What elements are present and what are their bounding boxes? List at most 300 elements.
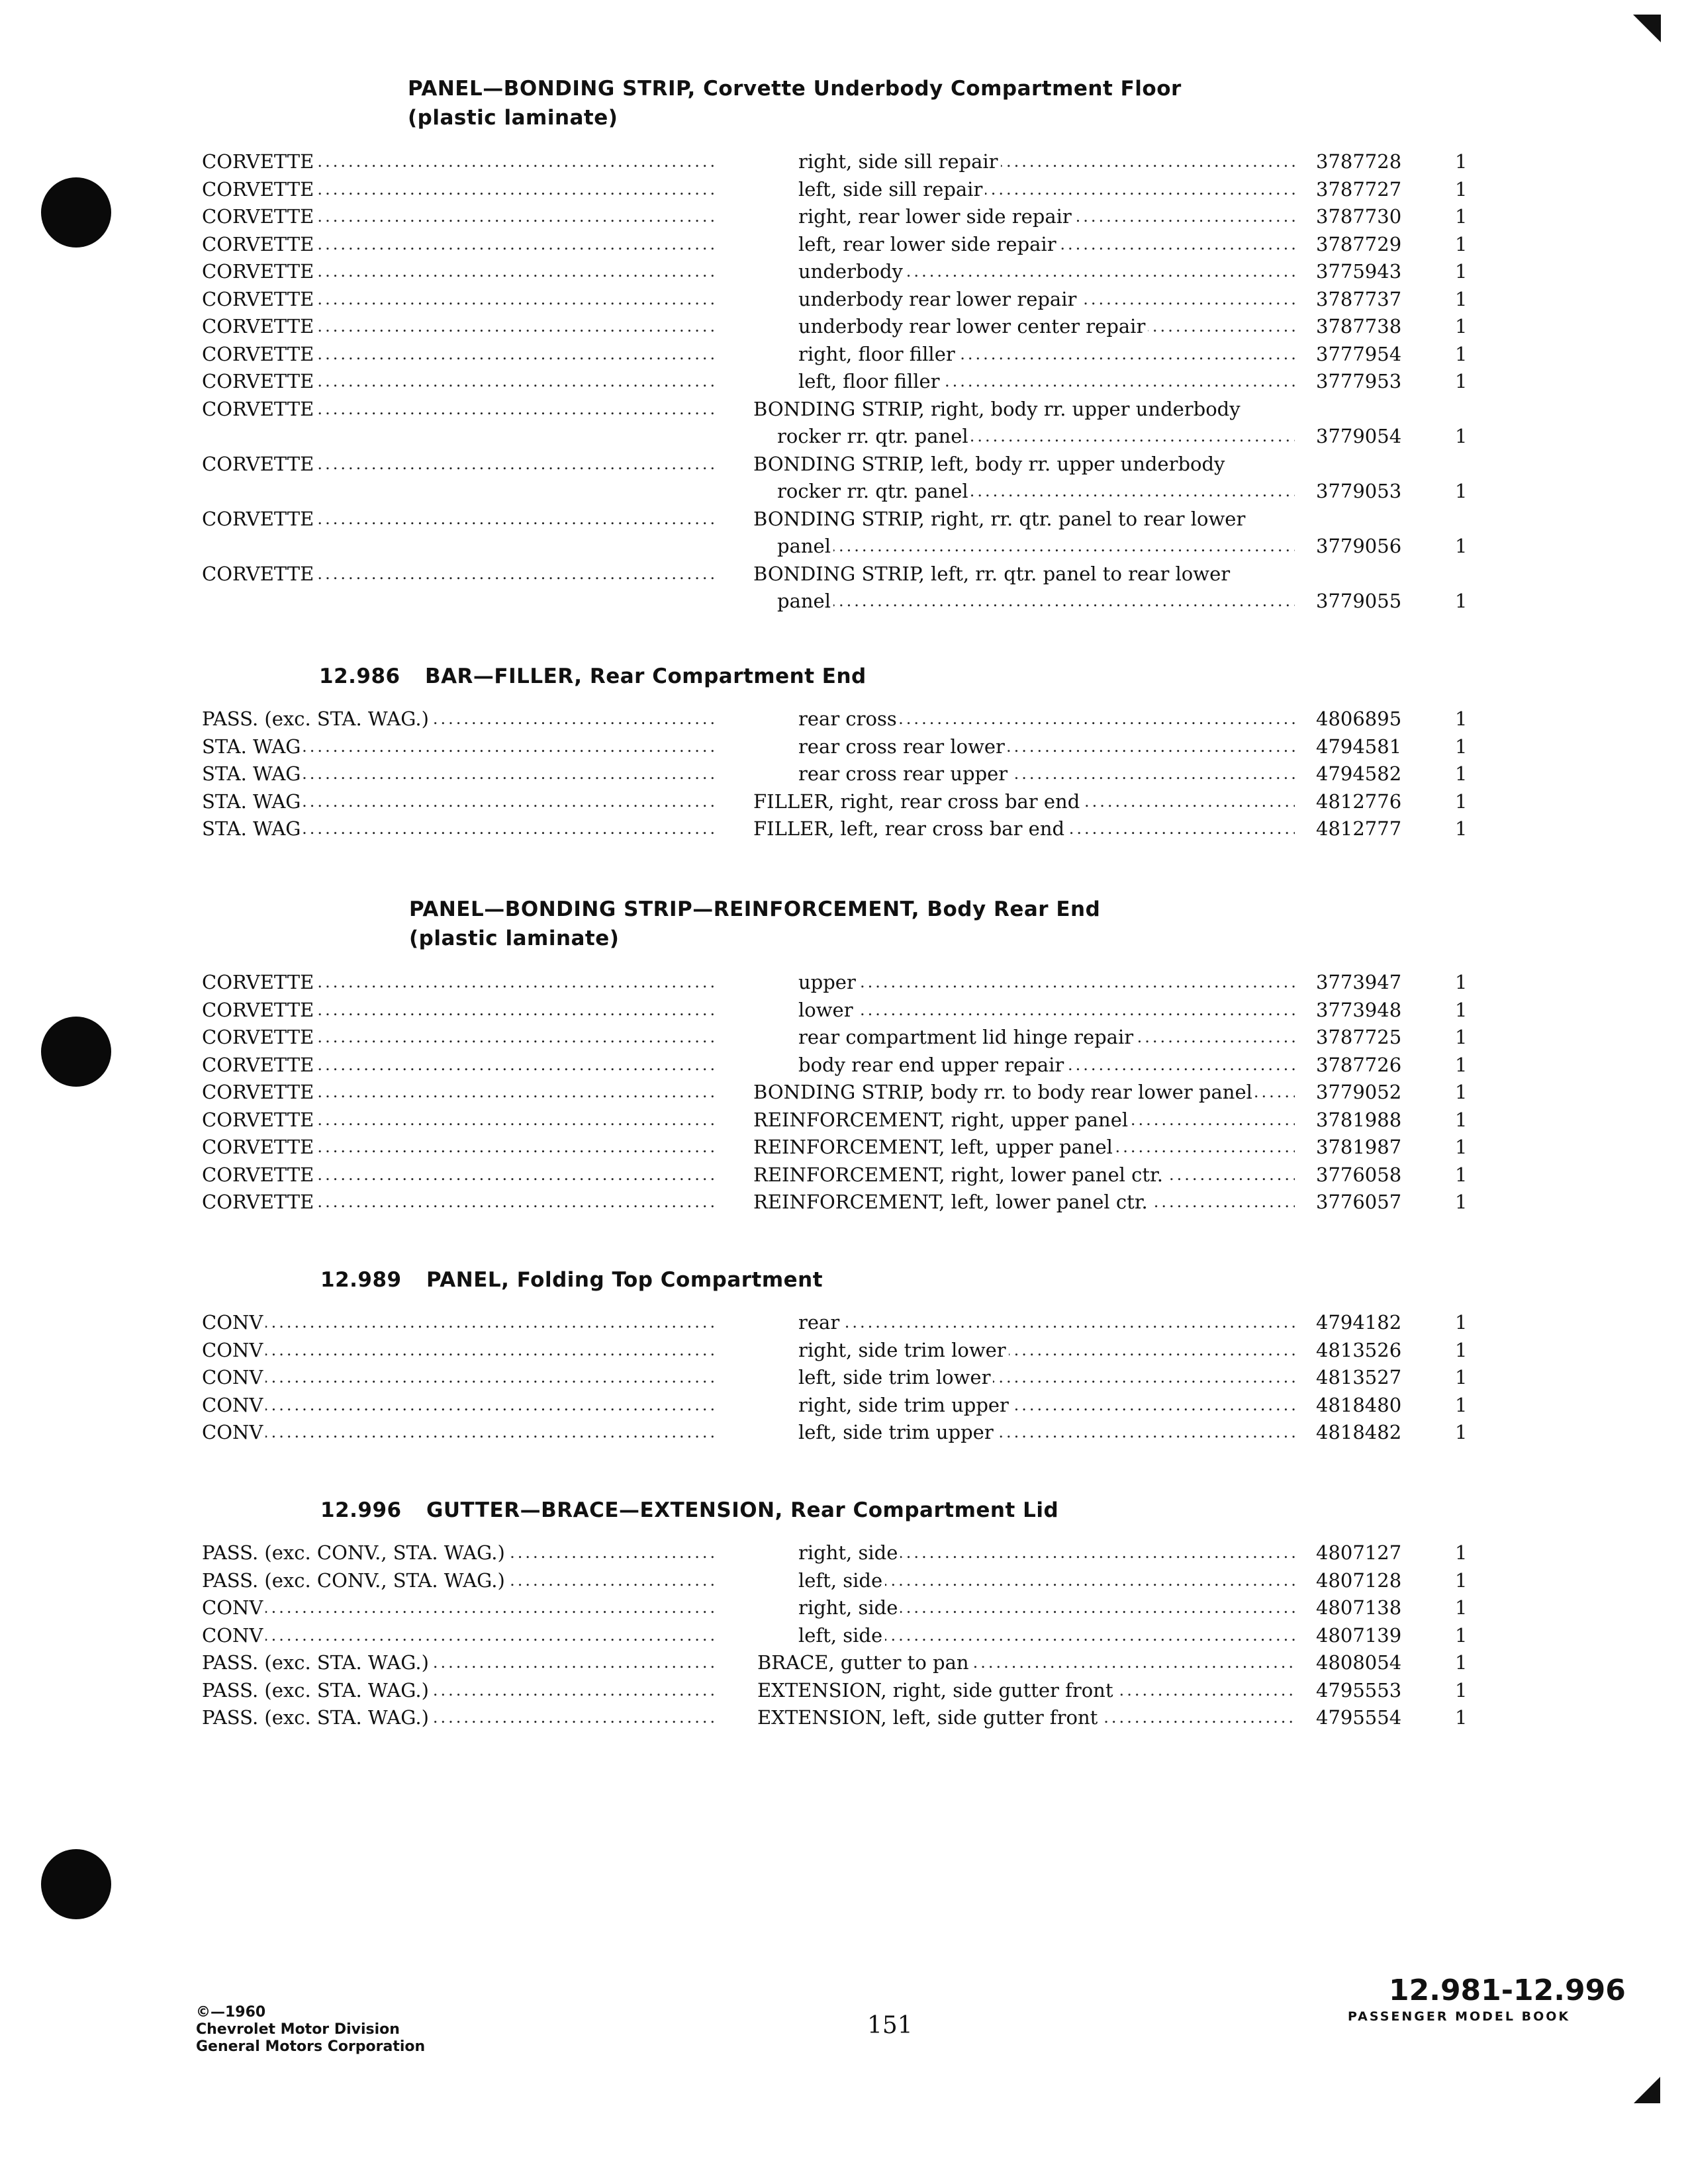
section-heading xyxy=(319,662,867,691)
quantity: 1 xyxy=(1455,205,1468,228)
model-cell xyxy=(202,1704,718,1731)
table-row xyxy=(0,1052,1688,1079)
part-number: 3779053 xyxy=(1316,479,1402,502)
table-row xyxy=(0,1364,1688,1392)
part-number: 3787727 xyxy=(1316,177,1402,201)
model-cell xyxy=(202,1622,718,1649)
table-row xyxy=(0,1622,1688,1650)
quantity: 1 xyxy=(1455,817,1468,840)
part-number: 4813527 xyxy=(1316,1366,1402,1388)
model-text: CORVETTE xyxy=(202,343,316,365)
heading-rest: Rear Compartment Lid xyxy=(790,1498,1059,1522)
table-row xyxy=(0,815,1688,843)
table-row xyxy=(0,1189,1688,1216)
model-text: CORVETTE xyxy=(202,205,316,228)
description-text: right, side xyxy=(798,1596,900,1619)
description-text: rear xyxy=(798,1311,842,1334)
part-number: 3779052 xyxy=(1316,1081,1402,1103)
quantity: 1 xyxy=(1455,735,1468,758)
table-row xyxy=(0,176,1688,204)
table-row xyxy=(0,1567,1688,1595)
part-number: 4807139 xyxy=(1316,1623,1402,1647)
description-text: right, side trim upper xyxy=(798,1394,1011,1416)
model-cell xyxy=(202,1052,718,1079)
description-text: right, floor filler xyxy=(798,343,958,365)
description-text: right, side sill repair xyxy=(798,150,1001,173)
description-cell xyxy=(798,313,1295,340)
model-cell xyxy=(202,1024,718,1051)
quantity: 1 xyxy=(1455,1623,1468,1647)
description-text: left, side sill repair xyxy=(798,178,985,201)
table-row xyxy=(0,1704,1688,1732)
heading-bold: PANEL—BONDING STRIP—REINFORCEMENT, xyxy=(409,897,920,921)
part-number: 3773948 xyxy=(1316,998,1402,1021)
quantity: 1 xyxy=(1455,287,1468,310)
description-cell xyxy=(753,1161,1295,1189)
quantity: 1 xyxy=(1455,1678,1468,1702)
table-row xyxy=(0,997,1688,1024)
description-text: rear cross rear upper xyxy=(798,762,1010,785)
description-text: REINFORCEMENT, right, lower panel ctr. xyxy=(753,1163,1166,1186)
footer-publisher xyxy=(196,2004,425,2056)
binder-hole-bottom xyxy=(41,1849,111,1919)
model-text: CONV xyxy=(202,1421,265,1443)
model-text: CORVETTE xyxy=(202,178,316,201)
table-row xyxy=(0,286,1688,314)
model-text: STA. WAG xyxy=(202,735,303,758)
model-cell xyxy=(202,760,718,788)
description-text: REINFORCEMENT, right, upper panel xyxy=(753,1109,1131,1131)
part-number: 3787726 xyxy=(1316,1053,1402,1076)
heading-rest: Corvette Underbody Compartment Floor xyxy=(703,77,1182,101)
description-text: left, rear lower side repair xyxy=(798,233,1059,255)
model-text: PASS. (exc. STA. WAG.) xyxy=(202,1706,432,1729)
table-row xyxy=(0,396,1688,451)
description-text: BRACE, gutter to pan xyxy=(757,1651,972,1674)
model-cell xyxy=(202,1134,718,1161)
table-row xyxy=(0,1134,1688,1161)
model-text: PASS. (exc. CONV., STA. WAG.) xyxy=(202,1569,508,1592)
part-number: 4812776 xyxy=(1316,790,1402,813)
description-cell xyxy=(798,368,1295,395)
description-text: left, side trim lower xyxy=(798,1366,993,1388)
part-number: 3787728 xyxy=(1316,150,1402,173)
quantity: 1 xyxy=(1455,971,1468,993)
model-cell xyxy=(202,1567,718,1594)
heading-bold: BAR—FILLER, xyxy=(424,664,583,688)
description-cell xyxy=(753,1079,1295,1106)
quantity: 1 xyxy=(1455,315,1468,338)
quantity: 1 xyxy=(1455,342,1468,365)
part-number: 4818480 xyxy=(1316,1393,1402,1416)
section-heading-line2: (plastic laminate) xyxy=(408,106,618,130)
corporation: General Motors Corporation xyxy=(196,2038,426,2055)
description-text: FILLER, left, rear cross bar end xyxy=(753,817,1067,840)
quantity: 1 xyxy=(1455,589,1468,612)
description-cell xyxy=(798,1539,1295,1567)
description-cell xyxy=(798,733,1295,760)
parts-list xyxy=(0,969,1688,1216)
quantity: 1 xyxy=(1455,1651,1468,1674)
description-cell xyxy=(798,231,1295,258)
corner-register-mark-top xyxy=(1633,15,1661,42)
part-number: 3787737 xyxy=(1316,287,1402,310)
description-text: left, side xyxy=(798,1624,885,1647)
description-cell xyxy=(798,760,1295,788)
heading-rest: Body Rear End xyxy=(927,897,1101,921)
model-text: CORVETTE xyxy=(202,971,316,993)
model-cell xyxy=(202,203,718,230)
description-line2-text: panel xyxy=(777,590,833,612)
model-text: CORVETTE xyxy=(202,1191,316,1213)
table-row xyxy=(0,969,1688,997)
group-range: 12.981-12.996 xyxy=(1389,1974,1626,2007)
quantity: 1 xyxy=(1455,424,1468,447)
description-cell xyxy=(798,286,1295,313)
model-cell xyxy=(202,231,718,258)
section-number: 12.996 xyxy=(320,1498,402,1522)
table-row xyxy=(0,561,1688,615)
table-row xyxy=(0,341,1688,369)
part-number: 3776058 xyxy=(1316,1163,1402,1186)
description-cell xyxy=(798,1052,1295,1079)
model-cell xyxy=(202,788,718,815)
description-text: rear compartment lid hinge repair xyxy=(798,1026,1136,1048)
description-text: rear cross xyxy=(798,707,900,730)
model-cell xyxy=(202,258,718,285)
description-line2 xyxy=(753,533,1295,560)
model-cell xyxy=(202,1677,718,1704)
section-number: 12.986 xyxy=(319,664,400,688)
description-cell xyxy=(798,1594,1295,1621)
model-cell xyxy=(202,1079,718,1106)
section-heading xyxy=(409,895,1100,924)
model-text: CONV xyxy=(202,1339,265,1361)
quantity: 1 xyxy=(1455,1706,1468,1729)
description-line2-text: panel xyxy=(777,535,833,557)
description-cell xyxy=(798,1567,1295,1594)
heading-bold: GUTTER—BRACE—EXTENSION, xyxy=(426,1498,783,1522)
part-number: 3776057 xyxy=(1316,1191,1402,1213)
division: Chevrolet Motor Division xyxy=(196,2021,400,2038)
description-cell xyxy=(798,1419,1295,1446)
model-cell xyxy=(202,561,718,588)
model-cell xyxy=(202,506,718,533)
part-number: 4794581 xyxy=(1316,735,1402,758)
model-text: STA. WAG xyxy=(202,790,303,813)
description-text: underbody rear lower center repair xyxy=(798,315,1148,338)
part-number: 4807127 xyxy=(1316,1541,1402,1564)
model-cell xyxy=(202,1107,718,1134)
quantity: 1 xyxy=(1455,1366,1468,1388)
part-number: 3781988 xyxy=(1316,1108,1402,1131)
quantity: 1 xyxy=(1455,1311,1468,1334)
model-text: CONV xyxy=(202,1311,265,1334)
model-cell xyxy=(202,1337,718,1364)
description-cell xyxy=(798,1392,1295,1419)
description-line1: BONDING STRIP, left, rr. qtr. panel to rear lower xyxy=(753,561,1295,588)
description-cell xyxy=(757,1649,1295,1676)
quantity: 1 xyxy=(1455,1053,1468,1076)
description-cell xyxy=(798,1622,1295,1649)
model-text: CONV xyxy=(202,1394,265,1416)
part-number: 4813526 xyxy=(1316,1338,1402,1361)
description-cell xyxy=(753,1107,1295,1134)
description-cell xyxy=(798,1309,1295,1336)
description-text: REINFORCEMENT, left, upper panel xyxy=(753,1136,1115,1158)
model-text: PASS. (exc. CONV., STA. WAG.) xyxy=(202,1541,508,1564)
description-text: body rear end upper repair xyxy=(798,1054,1066,1076)
quantity: 1 xyxy=(1455,1338,1468,1361)
description-text: EXTENSION, right, side gutter front xyxy=(757,1679,1116,1702)
table-row xyxy=(0,760,1688,788)
model-cell xyxy=(202,1392,718,1419)
description-text: underbody xyxy=(798,260,906,283)
description-line1: BONDING STRIP, right, body rr. upper underbody xyxy=(753,396,1295,423)
model-cell xyxy=(202,1419,718,1446)
quantity: 1 xyxy=(1455,370,1468,392)
model-text: STA. WAG xyxy=(202,762,303,785)
heading-rest: Rear Compartment End xyxy=(589,664,867,688)
quantity: 1 xyxy=(1455,790,1468,813)
quantity: 1 xyxy=(1455,1393,1468,1416)
table-row xyxy=(0,258,1688,286)
part-number: 3787729 xyxy=(1316,232,1402,255)
model-cell xyxy=(202,1539,718,1567)
description-cell xyxy=(753,1134,1295,1161)
description-cell xyxy=(798,148,1295,175)
quantity: 1 xyxy=(1455,1541,1468,1564)
part-number: 3777954 xyxy=(1316,342,1402,365)
table-row xyxy=(0,1079,1688,1107)
description-cell xyxy=(753,451,1295,506)
quantity: 1 xyxy=(1455,998,1468,1021)
table-row xyxy=(0,1337,1688,1365)
description-text: left, floor filler xyxy=(798,370,943,392)
part-number: 4806895 xyxy=(1316,707,1402,730)
model-text: PASS. (exc. STA. WAG.) xyxy=(202,707,432,730)
part-number: 4807128 xyxy=(1316,1569,1402,1592)
model-cell xyxy=(202,341,718,368)
model-cell xyxy=(202,148,718,175)
table-row xyxy=(0,1024,1688,1052)
quantity: 1 xyxy=(1455,1136,1468,1158)
table-row xyxy=(0,313,1688,341)
description-line1: BONDING STRIP, right, rr. qtr. panel to rear lower xyxy=(753,506,1295,533)
table-row xyxy=(0,1309,1688,1337)
description-cell xyxy=(798,258,1295,285)
part-number: 4794582 xyxy=(1316,762,1402,785)
model-cell xyxy=(202,1161,718,1189)
quantity: 1 xyxy=(1455,1081,1468,1103)
model-cell xyxy=(202,705,718,733)
part-number: 3779056 xyxy=(1316,534,1402,557)
model-text: CORVETTE xyxy=(202,370,316,392)
part-number: 4812777 xyxy=(1316,817,1402,840)
table-row xyxy=(0,1419,1688,1447)
quantity: 1 xyxy=(1455,1569,1468,1592)
model-text: CORVETTE xyxy=(202,1109,316,1131)
copyright: ©—1960 xyxy=(196,2004,266,2021)
model-cell xyxy=(202,733,718,760)
part-number: 4818482 xyxy=(1316,1421,1402,1443)
model-cell xyxy=(202,1189,718,1216)
model-text: CORVETTE xyxy=(202,1054,316,1076)
quantity: 1 xyxy=(1455,150,1468,173)
model-cell xyxy=(202,815,718,842)
description-line2-text: rocker rr. qtr. panel xyxy=(777,480,971,502)
model-text: CORVETTE xyxy=(202,398,316,420)
section-heading-line2: (plastic laminate) xyxy=(409,927,620,950)
description-cell xyxy=(757,1677,1295,1704)
description-text: left, side trim upper xyxy=(798,1421,996,1443)
heading-bold: PANEL—BONDING STRIP, xyxy=(408,77,696,101)
table-row xyxy=(0,203,1688,231)
model-text: CORVETTE xyxy=(202,1081,316,1103)
quantity: 1 xyxy=(1455,1026,1468,1048)
model-text: PASS. (exc. STA. WAG.) xyxy=(202,1651,432,1674)
table-row xyxy=(0,1161,1688,1189)
quantity: 1 xyxy=(1455,1108,1468,1131)
description-cell xyxy=(798,705,1295,733)
section-heading xyxy=(320,1265,823,1295)
description-cell xyxy=(798,1024,1295,1051)
description-cell xyxy=(798,1364,1295,1391)
quantity: 1 xyxy=(1455,260,1468,283)
model-cell xyxy=(202,969,718,996)
section-number: 12.989 xyxy=(320,1268,402,1292)
description-cell xyxy=(753,1189,1295,1216)
parts-list xyxy=(0,148,1688,615)
description-text: rear cross rear lower xyxy=(798,735,1008,758)
quantity: 1 xyxy=(1455,1163,1468,1186)
description-cell xyxy=(753,396,1295,451)
model-cell xyxy=(202,1649,718,1676)
quantity: 1 xyxy=(1455,1191,1468,1213)
table-row xyxy=(0,1539,1688,1567)
page-number: 151 xyxy=(867,2012,913,2039)
table-row xyxy=(0,148,1688,176)
description-line2 xyxy=(753,423,1295,450)
parts-list xyxy=(0,1539,1688,1732)
model-cell xyxy=(202,1364,718,1391)
model-text: CORVETTE xyxy=(202,260,316,283)
description-text: right, side xyxy=(798,1541,900,1564)
table-row xyxy=(0,1649,1688,1677)
model-text: CONV xyxy=(202,1596,265,1619)
model-cell xyxy=(202,451,718,478)
model-text: CORVETTE xyxy=(202,315,316,338)
description-cell xyxy=(798,203,1295,230)
part-number: 3779055 xyxy=(1316,589,1402,612)
table-row xyxy=(0,1594,1688,1622)
table-row xyxy=(0,231,1688,259)
part-number: 3773947 xyxy=(1316,971,1402,993)
model-text: CORVETTE xyxy=(202,999,316,1021)
description-text: underbody rear lower repair xyxy=(798,288,1079,310)
description-text: left, side xyxy=(798,1569,885,1592)
description-cell xyxy=(753,506,1295,561)
table-row xyxy=(0,1677,1688,1705)
part-number: 3779054 xyxy=(1316,424,1402,447)
model-text: CORVETTE xyxy=(202,233,316,255)
description-line1: BONDING STRIP, left, body rr. upper underbody xyxy=(753,451,1295,478)
description-cell xyxy=(798,997,1295,1024)
quantity: 1 xyxy=(1455,177,1468,201)
model-text: CONV xyxy=(202,1624,265,1647)
model-text: CORVETTE xyxy=(202,508,316,530)
description-cell xyxy=(798,969,1295,996)
description-line2 xyxy=(753,478,1295,505)
description-text: REINFORCEMENT, left, lower panel ctr. xyxy=(753,1191,1150,1213)
quantity: 1 xyxy=(1455,479,1468,502)
quantity: 1 xyxy=(1455,707,1468,730)
description-text: right, rear lower side repair xyxy=(798,205,1074,228)
model-cell xyxy=(202,176,718,203)
model-text: PASS. (exc. STA. WAG.) xyxy=(202,1679,432,1702)
description-text: BONDING STRIP, body rr. to body rear lower panel xyxy=(753,1081,1255,1103)
description-line2 xyxy=(753,588,1295,615)
description-cell xyxy=(798,341,1295,368)
quantity: 1 xyxy=(1455,534,1468,557)
parts-list xyxy=(0,705,1688,843)
model-text: CORVETTE xyxy=(202,453,316,475)
description-line2-text: rocker rr. qtr. panel xyxy=(777,425,971,447)
table-row xyxy=(0,1107,1688,1134)
model-text: CORVETTE xyxy=(202,1136,316,1158)
part-number: 3775943 xyxy=(1316,260,1402,283)
table-row xyxy=(0,788,1688,816)
model-cell xyxy=(202,368,718,395)
book-title: PASSENGER MODEL BOOK xyxy=(1348,2009,1571,2024)
model-cell xyxy=(202,1594,718,1621)
table-row xyxy=(0,451,1688,506)
table-row xyxy=(0,1392,1688,1420)
model-text: CORVETTE xyxy=(202,288,316,310)
model-text: CORVETTE xyxy=(202,150,316,173)
description-text: FILLER, right, rear cross bar end xyxy=(753,790,1082,813)
model-text: CONV xyxy=(202,1366,265,1388)
description-cell xyxy=(757,1704,1295,1731)
description-cell xyxy=(753,815,1295,842)
part-number: 4795554 xyxy=(1316,1706,1402,1729)
part-number: 3787730 xyxy=(1316,205,1402,228)
table-row xyxy=(0,368,1688,396)
part-number: 4794182 xyxy=(1316,1311,1402,1334)
part-number: 4808054 xyxy=(1316,1651,1402,1674)
part-number: 4795553 xyxy=(1316,1678,1402,1702)
description-cell xyxy=(798,176,1295,203)
table-row xyxy=(0,506,1688,561)
description-text: lower xyxy=(798,999,856,1021)
heading-rest: Folding Top Compartment xyxy=(516,1268,823,1292)
description-text: EXTENSION, left, side gutter front xyxy=(757,1706,1100,1729)
part-number: 3787725 xyxy=(1316,1026,1402,1048)
parts-list xyxy=(0,1309,1688,1447)
quantity: 1 xyxy=(1455,232,1468,255)
part-number: 4807138 xyxy=(1316,1596,1402,1619)
quantity: 1 xyxy=(1455,1596,1468,1619)
model-text: CORVETTE xyxy=(202,563,316,585)
description-cell xyxy=(798,1337,1295,1364)
model-text: STA. WAG xyxy=(202,817,303,840)
table-row xyxy=(0,705,1688,733)
description-text: right, side trim lower xyxy=(798,1339,1009,1361)
model-cell xyxy=(202,997,718,1024)
heading-bold: PANEL, xyxy=(426,1268,510,1292)
corner-register-mark-bottom xyxy=(1634,2077,1660,2103)
model-cell xyxy=(202,313,718,340)
